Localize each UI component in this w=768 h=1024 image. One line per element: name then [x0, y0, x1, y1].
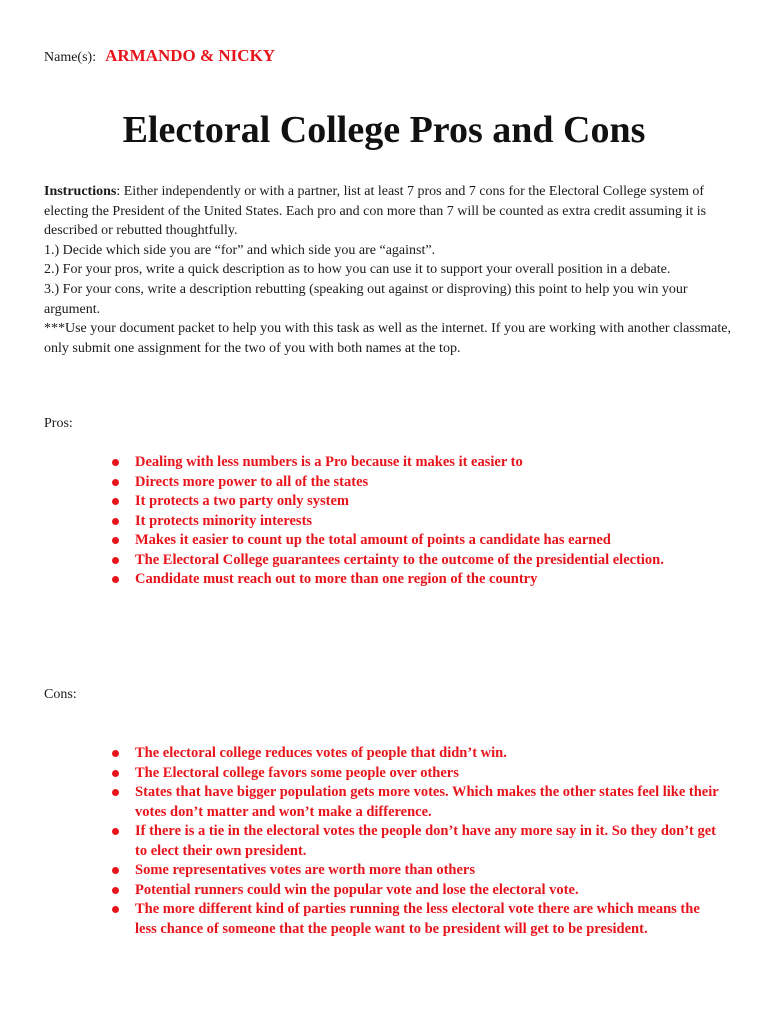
- instructions-block: [44, 182, 734, 358]
- bullet-icon: [112, 576, 119, 583]
- instructions-text: : Either independently or with a partner, list at least 7 pros and 7 cons for the Electoral College system of electing the President of the United States. Each pro and con more than 7 will be counted as extra credit assuming it is described or rebutted thoughtfully.: [44, 184, 707, 239]
- bullet-icon: [112, 887, 119, 894]
- cons-item-text: Some representatives votes are worth more than others: [135, 862, 476, 878]
- names-row: [44, 46, 275, 66]
- bullet-icon: [112, 867, 119, 874]
- bullet-icon: [112, 518, 119, 525]
- cons-list-item: [110, 881, 720, 901]
- pros-item-text: Dealing with less numbers is a Pro because it makes it easier to: [135, 454, 523, 470]
- bullet-icon: [112, 789, 119, 796]
- pros-list-item: [110, 473, 720, 493]
- pros-list-item: [110, 453, 720, 473]
- pros-list-item: [110, 512, 720, 532]
- cons-list-item: [110, 900, 720, 939]
- bullet-icon: [112, 906, 119, 913]
- pros-item-text: It protects a two party only system: [135, 493, 349, 509]
- instruction-step-2: 2.) For your pros, write a quick description as to how you can use it to support your overall position in a debate.: [44, 262, 671, 278]
- instruction-note: ***Use your document packet to help you with this task as well as the internet. If you are working with another classmate, only submit one assignment for the two of you with both names at the top.: [44, 321, 731, 356]
- instruction-step-3: 3.) For your cons, write a description rebutting (speaking out against or disproving) this point to help you win your argument.: [44, 281, 688, 317]
- cons-list-item: [110, 764, 720, 784]
- cons-list-item: [110, 744, 720, 764]
- student-names: ARMANDO & NICKY: [105, 46, 276, 65]
- pros-list-item: [110, 570, 720, 590]
- cons-list-item: [110, 783, 720, 822]
- bullet-icon: [112, 828, 119, 835]
- bullet-icon: [112, 750, 119, 757]
- pros-heading: Pros:: [44, 416, 73, 431]
- page-title: Electoral College Pros and Cons: [122, 109, 646, 151]
- pros-item-text: It protects minority interests: [135, 512, 313, 529]
- pros-item-text: Directs more power to all of the states: [135, 473, 369, 490]
- cons-list: [110, 744, 720, 939]
- cons-list-item: [110, 861, 720, 881]
- pros-item-text: Makes it easier to count up the total amount of points a candidate has earned: [135, 532, 611, 548]
- bullet-icon: [112, 770, 119, 777]
- instructions-intro: [44, 182, 734, 241]
- cons-list-item: [110, 822, 720, 861]
- pros-item-text: Candidate must reach out to more than one region of the country: [135, 571, 538, 587]
- pros-list-item: [110, 531, 720, 551]
- instruction-step-1: 1.) Decide which side you are “for” and which side you are “against”.: [44, 242, 436, 258]
- cons-item-text: The Electoral college favors some people over others: [135, 764, 459, 781]
- cons-item-text: The more different kind of parties running the less electoral vote there are which means the less chance of someone that the people want to be president will get to be president.: [135, 901, 700, 937]
- pros-list: [110, 453, 720, 590]
- pros-item-text: The Electoral College guarantees certainty to the outcome of the presidential election.: [135, 551, 664, 568]
- bullet-icon: [112, 498, 119, 505]
- pros-list-item: [110, 492, 720, 512]
- cons-item-text: States that have bigger population gets more votes. Which makes the other states feel like their votes don’t matter and won’t make a difference.: [135, 784, 719, 820]
- cons-heading: Cons:: [44, 687, 77, 702]
- cons-item-text: The electoral college reduces votes of people that didn’t win.: [135, 745, 507, 761]
- instructions-label: Instructions: [44, 184, 117, 199]
- bullet-icon: [112, 459, 119, 466]
- bullet-icon: [112, 537, 119, 544]
- bullet-icon: [112, 557, 119, 564]
- cons-item-text: If there is a tie in the electoral votes the people don’t have any more say in it. So they don’t get to elect their own president.: [135, 823, 717, 859]
- names-label: Name(s):: [44, 50, 97, 65]
- pros-list-item: [110, 551, 720, 571]
- cons-item-text: Potential runners could win the popular vote and lose the electoral vote.: [135, 881, 579, 898]
- bullet-icon: [112, 479, 119, 486]
